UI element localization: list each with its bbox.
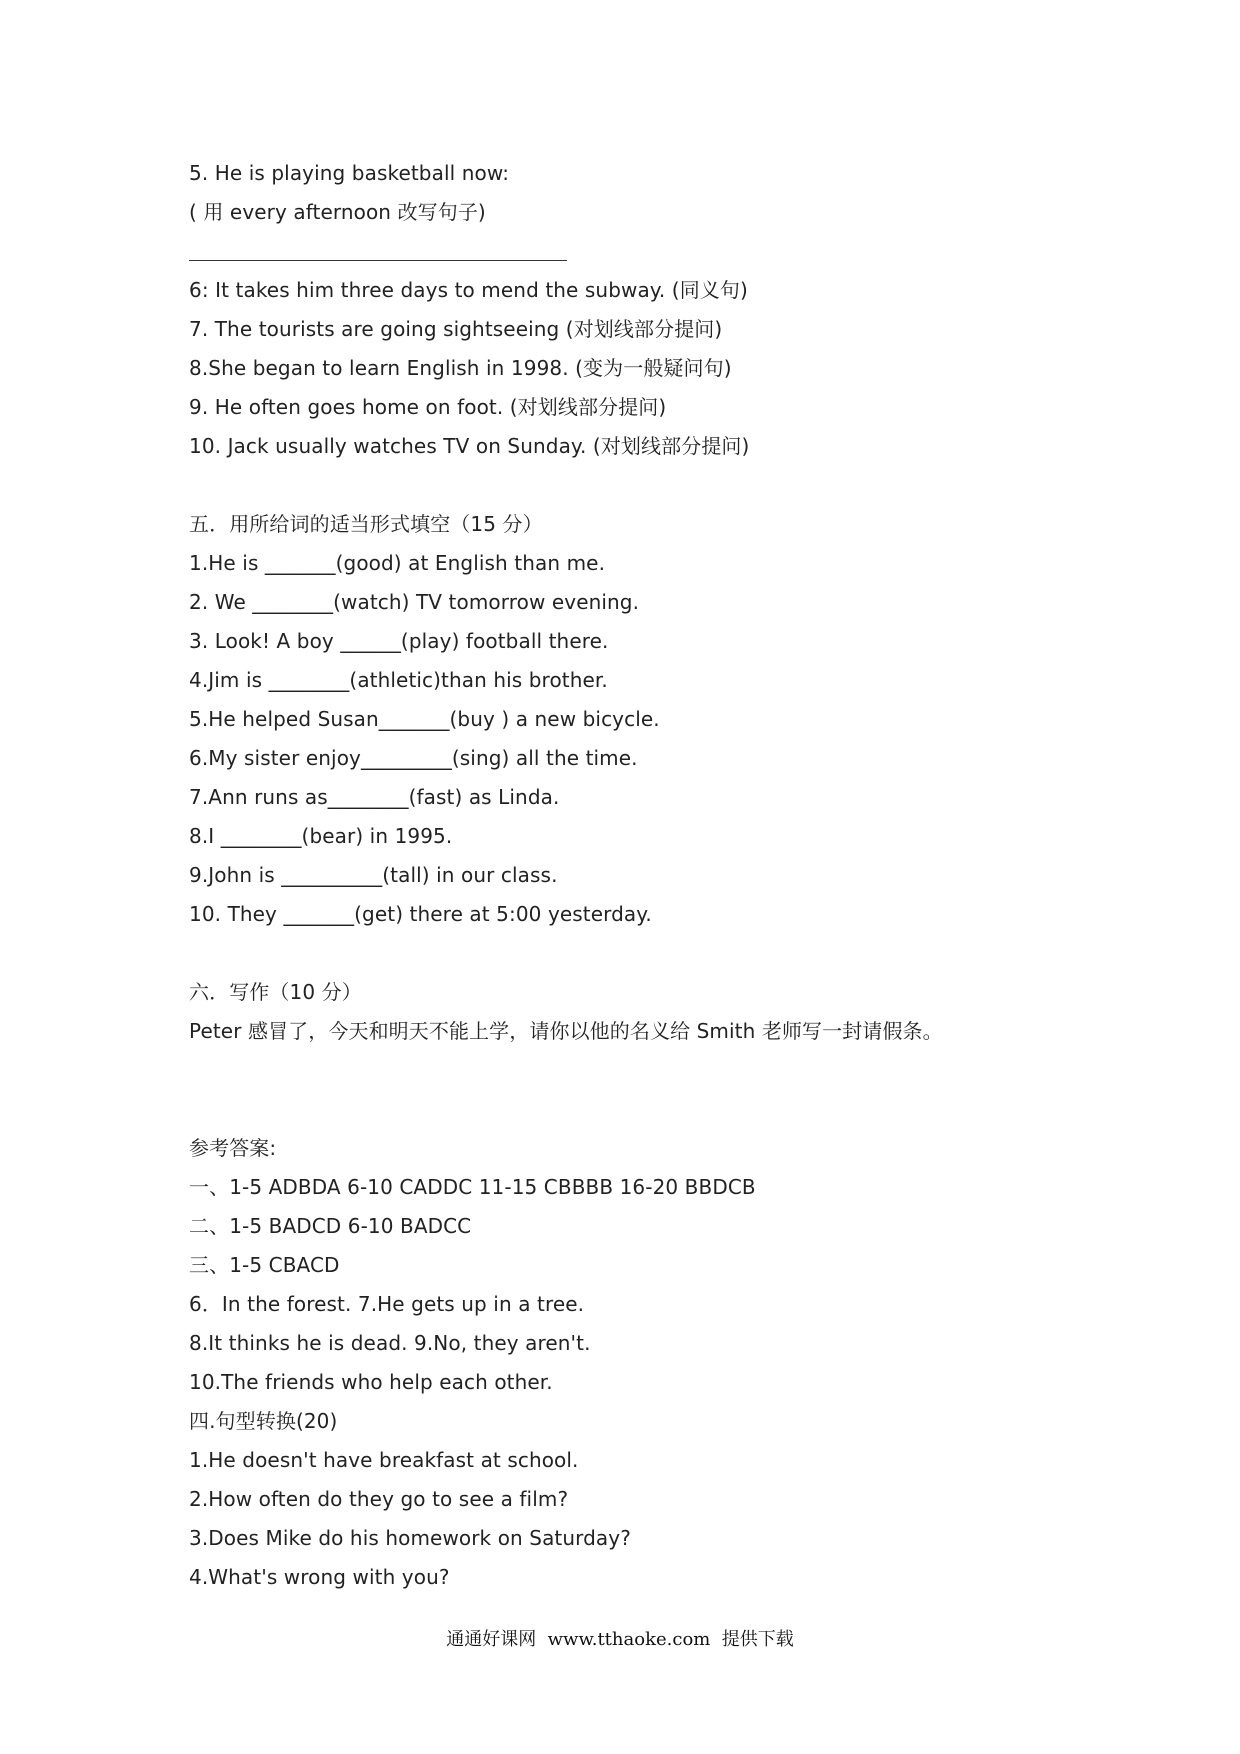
question-line: 8.She began to learn English in 1998. (变为一般疑问句) [189,356,732,380]
fill-blank-item: 10. They _______(get) there at 5:00 yesterday. [189,902,652,926]
question-line: 5. He is playing basketball now: [189,161,510,185]
spacer [189,466,1089,505]
answer-line: 三、1-5 CBACD [189,1253,340,1277]
answer-line: 4.What's wrong with you? [189,1565,450,1589]
fill-blank-item: 8.I ________(bear) in 1995. [189,824,453,848]
answer-line: 一、1-5 ADBDA 6-10 CADDC 11-15 CBBBB 16-20 BBDCB [189,1175,756,1199]
fill-blank-item: 6.My sister enjoy_________(sing) all the time. [189,746,638,770]
page-content [189,154,1089,1597]
question-line: 9. He often goes home on foot. (对划线部分提问) [189,395,667,419]
section-heading: 六．写作（10 分） [189,980,362,1004]
answer-blank-line [189,232,1089,271]
answer-line: 2.How often do they go to see a film? [189,1487,569,1511]
answer-line: 10.The friends who help each other. [189,1370,553,1394]
footer-text: 通通好课网 www.tthaoke.com 提供下载 [446,1629,794,1650]
question-instruction: ( 用 every afternoon 改写句子) [189,200,486,224]
spacer [189,1051,1089,1129]
page-footer [0,1625,1240,1651]
fill-blank-item: 5.He helped Susan_______(buy ) a new bicycle. [189,707,660,731]
answer-line: 8.It thinks he is dead. 9.No, they aren't. [189,1331,591,1355]
question-line: 7. The tourists are going sightseeing (对划线部分提问) [189,317,723,341]
fill-blank-item: 1.He is _______(good) at English than me. [189,551,606,575]
fill-blank-item: 3. Look! A boy ______(play) football there. [189,629,609,653]
fill-blank-item: 4.Jim is ________(athletic)than his brother. [189,668,608,692]
answer-line: 6．In the forest. 7.He gets up in a tree. [189,1292,585,1316]
answer-line: 四.句型转换(20) [189,1409,338,1433]
fill-blank-item: 2. We ________(watch) TV tomorrow evening. [189,590,640,614]
section-heading: 五．用所给词的适当形式填空（15 分） [189,512,543,536]
question-line: 6: It takes him three days to mend the subway. (同义句) [189,278,748,302]
answer-line: 1.He doesn't have breakfast at school. [189,1448,579,1472]
answer-line: 3.Does Mike do his homework on Saturday? [189,1526,631,1550]
answers-heading: 参考答案: [189,1136,277,1160]
fill-blank-item: 9.John is __________(tall) in our class. [189,863,558,887]
answer-line: 二、1-5 BADCD 6-10 BADCC [189,1214,472,1238]
writing-prompt: Peter 感冒了，今天和明天不能上学，请你以他的名义给 Smith 老师写一封请假条。 [189,1019,943,1043]
fill-blank-item: 7.Ann runs as________(fast) as Linda. [189,785,560,809]
question-line: 10. Jack usually watches TV on Sunday. (对划线部分提问) [189,434,750,458]
spacer [189,934,1089,973]
